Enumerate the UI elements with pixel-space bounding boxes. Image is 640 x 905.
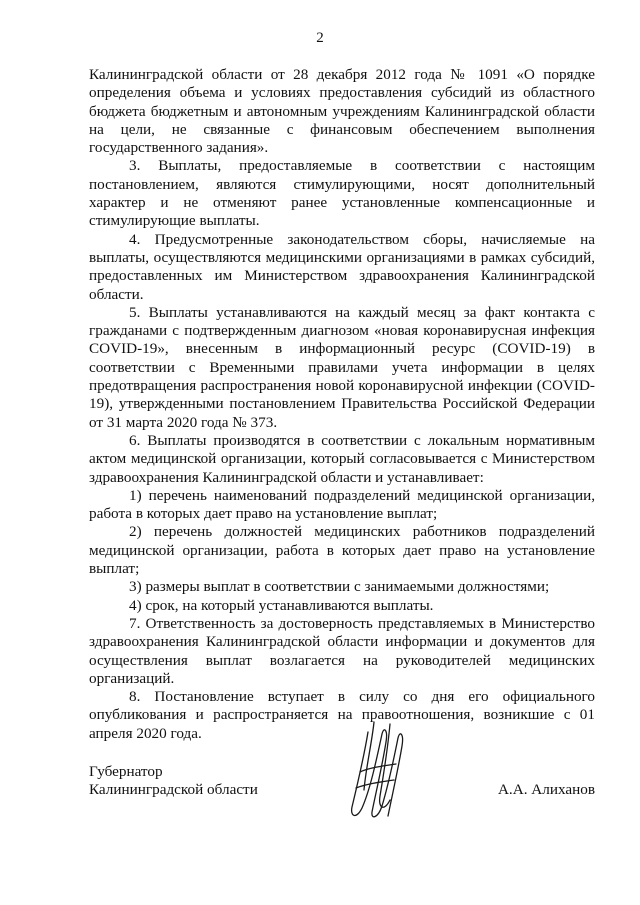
subitem-2: 2) перечень должностей медицинских работников подразделений медицинской организации, работа в которых дает право на установление выплат;	[89, 523, 595, 578]
subitem-3: 3) размеры выплат в соответствии с занимаемыми должностями;	[129, 578, 550, 596]
page-number: 2	[316, 30, 324, 46]
signature-block	[89, 763, 595, 800]
paragraph-item-5: 5. Выплаты устанавливаются на каждый месяц за факт контакта с гражданами с подтвержденным диагнозом «новая коронавирусная инфекция COVID-19», внесенным в информационный ресурс (COVID-19) в соответствии с Временными правилами учета информации в целях предотвращения распространения новой коронавирусной инфекции (COVID-19), утвержденными постановлением Правительства Российской Федерации от 31 марта 2020 года № 373.	[89, 303, 595, 431]
paragraph-item-4: 4. Предусмотренные законодательством сборы, начисляемые на выплаты, осуществляются медицинскими организациями в рамках субсидий, предоставленных им Министерством здравоохранения Калининградской области.	[89, 230, 595, 303]
subitem-4: 4) срок, на который устанавливаются выплаты.	[129, 596, 434, 614]
signatory-region: Калининградской области	[89, 781, 258, 799]
paragraph-item-7: 7. Ответственность за достоверность представляемых в Министерство здравоохранения Калининградской области информации и документов для осуществления выплат возлагается на руководителей медицинских организаций.	[89, 614, 595, 687]
document-body	[89, 66, 595, 743]
subitem-1: 1) перечень наименований подразделений медицинской организации, работа в которых дает право на установление выплат;	[89, 486, 595, 523]
paragraph-item-3: 3. Выплаты, предоставляемые в соответствии с настоящим постановлением, являются стимулирующими, носят дополнительный характер и не отменяют ранее установленные компенсационные и стимулирующие выплаты.	[89, 157, 595, 230]
paragraph-item-6: 6. Выплаты производятся в соответствии с локальным нормативным актом медицинской организации, который согласовывается с Министерством здравоохранения Калининградской области и устанавливает:	[89, 431, 595, 486]
paragraph-item-8: 8. Постановление вступает в силу со дня его официального опубликования и распространяется на правоотношения, возникшие с 01 апреля 2020 года.	[89, 688, 595, 742]
paragraph-continuation: Калининградской области от 28 декабря 2012 года № 1091 «О порядке определения объема и условиях предоставления субсидий из областного бюджета бюджетным и автономным учреждениям Калининградской области на цели, не связанные с финансовым обеспечением выполнения государственного задания».	[89, 66, 595, 157]
signatory-name: А.А. Алиханов	[497, 781, 595, 799]
signatory-title: Губернатор	[89, 763, 163, 780]
